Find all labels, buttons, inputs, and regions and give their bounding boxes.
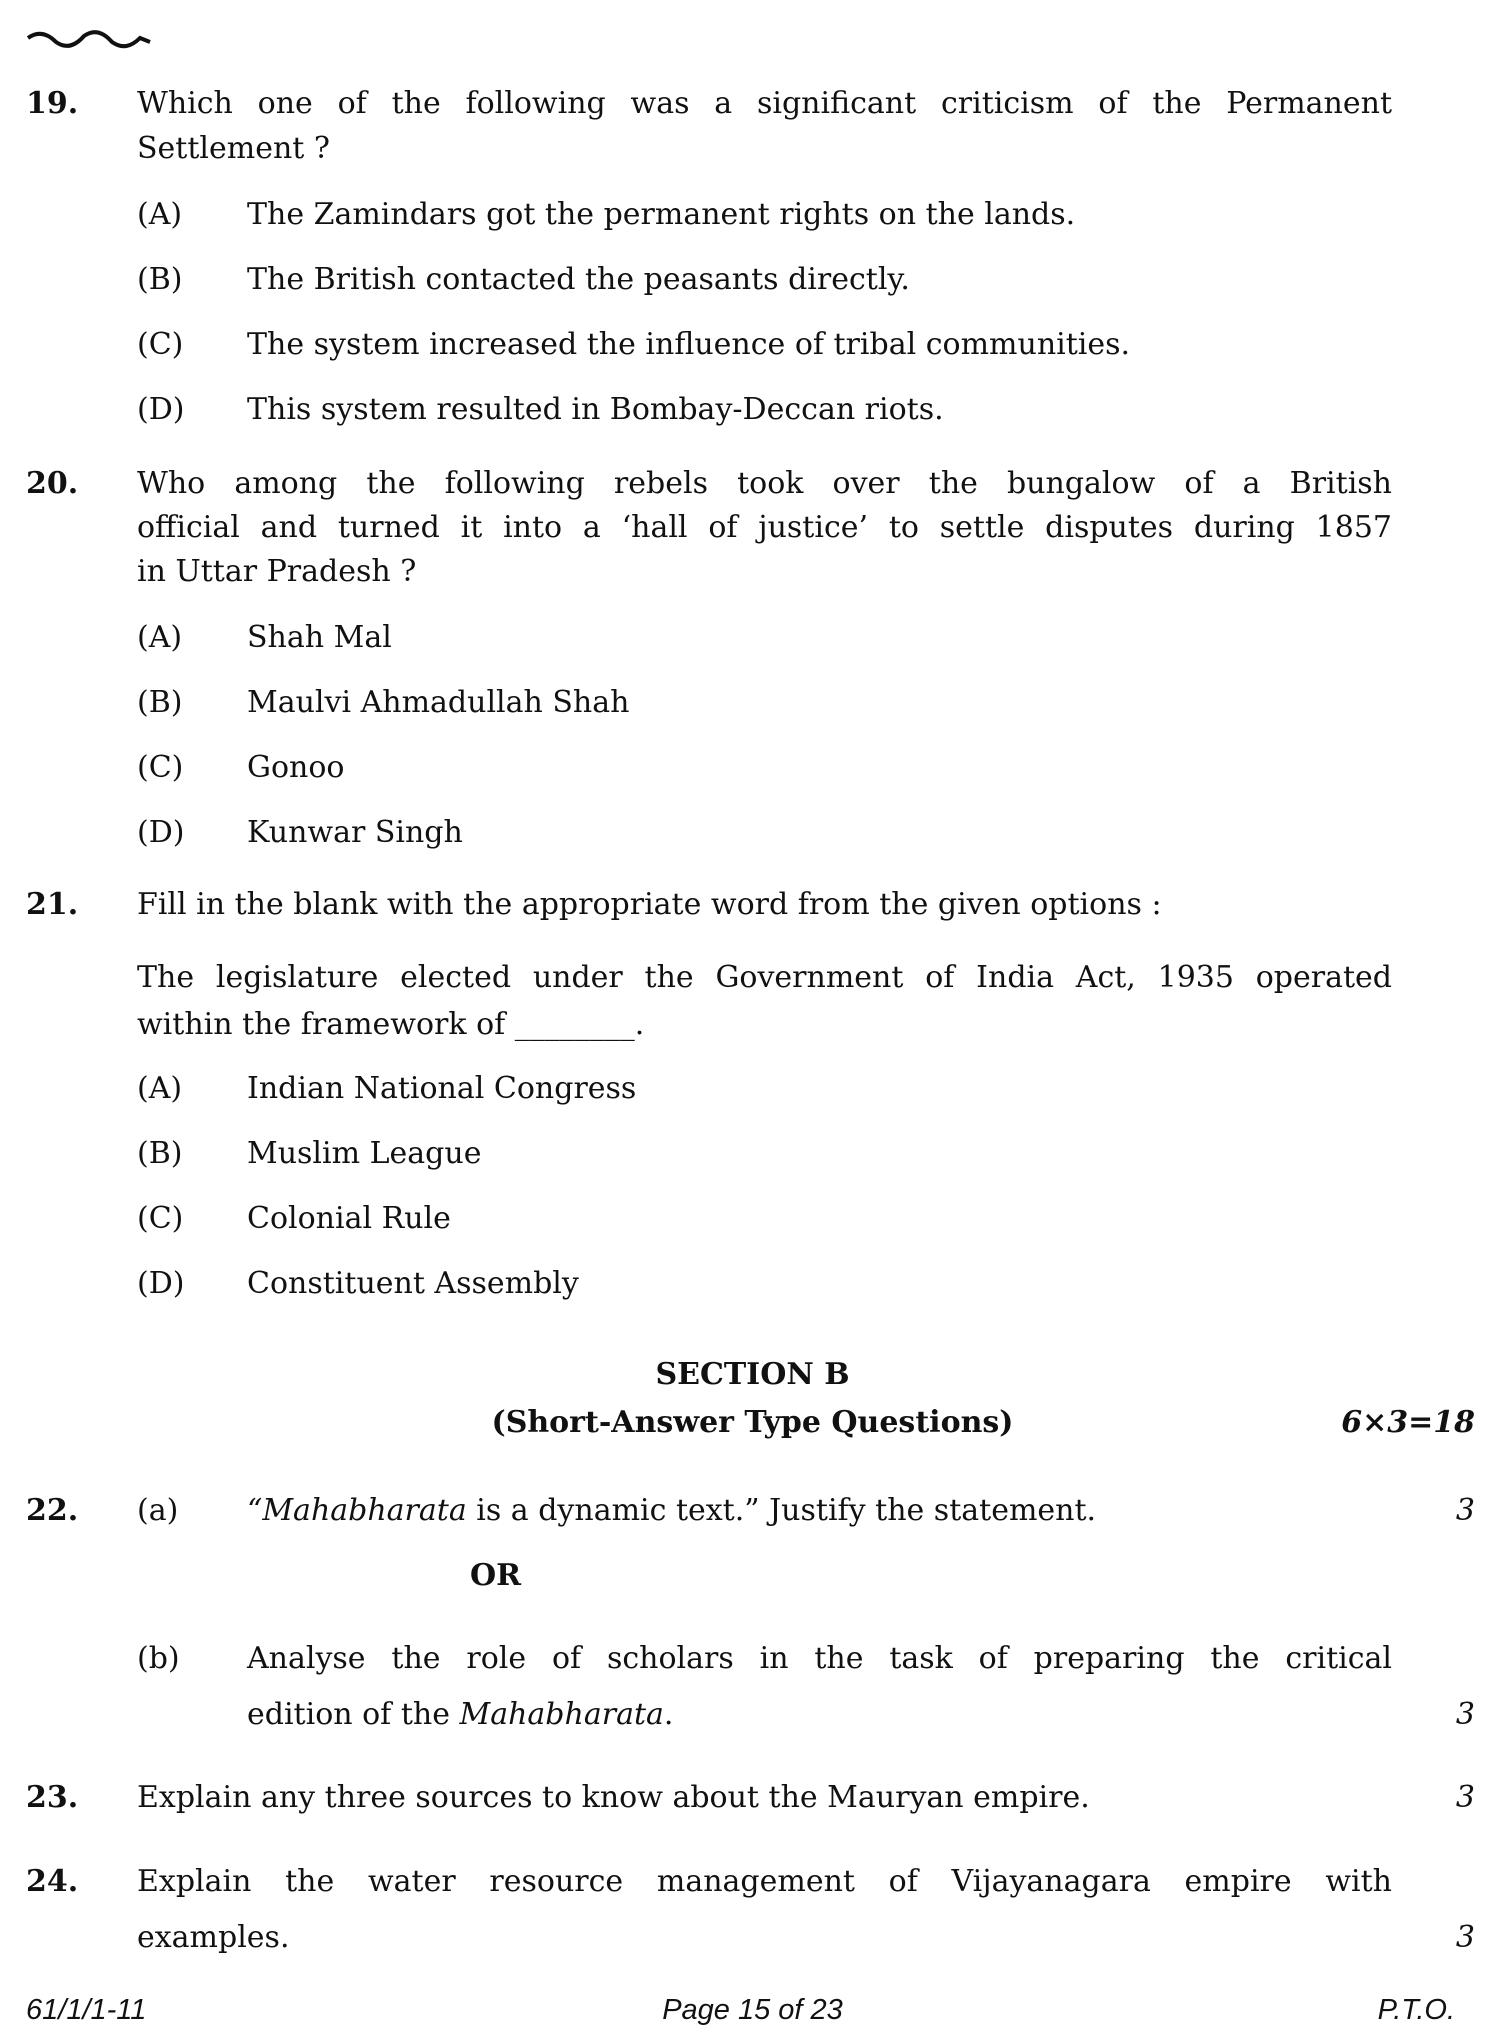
option-text: Muslim League <box>247 1136 482 1171</box>
option-label: (A) <box>137 197 183 232</box>
option-label: (A) <box>137 620 183 655</box>
question-text: Which one of the following was a significant criticism of the Permanent <box>137 86 1392 121</box>
option-text: Kunwar Singh <box>247 815 463 850</box>
pto-label: P.T.O. <box>1377 1994 1455 2026</box>
option-text: Gonoo <box>247 750 345 785</box>
or-separator: OR <box>470 1558 522 1593</box>
question-text: examples. <box>137 1920 290 1955</box>
option-text: The Zamindars got the permanent rights on the lands. <box>247 197 1076 232</box>
question-text: Fill in the blank with the appropriate word from the given options : <box>137 887 1162 922</box>
question-text: edition of the Mahabharata. <box>247 1697 674 1732</box>
option-label: (C) <box>137 750 184 785</box>
option-label: (A) <box>137 1071 183 1106</box>
part-label: (a) <box>137 1493 179 1528</box>
part-label: (b) <box>137 1641 180 1676</box>
wave-mark-icon <box>26 28 156 52</box>
question-number: 21. <box>26 887 79 922</box>
question-number: 19. <box>26 86 79 121</box>
option-text: This system resulted in Bombay-Deccan riots. <box>247 392 944 427</box>
question-number: 23. <box>26 1780 79 1815</box>
question-text: Who among the following rebels took over the bungalow of a British <box>137 466 1392 501</box>
option-label: (B) <box>137 262 183 297</box>
option-text: Shah Mal <box>247 620 392 655</box>
option-text: Constituent Assembly <box>247 1266 579 1301</box>
option-label: (B) <box>137 1136 183 1171</box>
question-text: “Mahabharata is a dynamic text.” Justify the statement. <box>247 1493 1097 1528</box>
question-text: in Uttar Pradesh ? <box>137 554 417 589</box>
marks: 3 <box>1455 1780 1475 1815</box>
question-number: 24. <box>26 1864 79 1899</box>
question-stem: The legislature elected under the Government of India Act, 1935 operated <box>137 960 1392 995</box>
option-text: Maulvi Ahmadullah Shah <box>247 685 630 720</box>
option-label: (D) <box>137 1266 185 1301</box>
section-title: SECTION B <box>655 1357 850 1392</box>
option-text: Colonial Rule <box>247 1201 451 1236</box>
option-text: The British contacted the peasants directly. <box>247 262 910 297</box>
option-label: (D) <box>137 392 185 427</box>
question-text: Explain any three sources to know about the Mauryan empire. <box>137 1780 1090 1815</box>
question-text: official and turned it into a ‘hall of justice’ to settle disputes during 1857 <box>137 510 1392 545</box>
section-marks: 6×3=18 <box>1341 1405 1475 1440</box>
option-label: (C) <box>137 327 184 362</box>
marks: 3 <box>1455 1697 1475 1732</box>
question-text: Explain the water resource management of Vijayanagara empire with <box>137 1864 1392 1899</box>
section-subtitle: (Short-Answer Type Questions) <box>491 1405 1014 1440</box>
question-text: Analyse the role of scholars in the task of preparing the critical <box>247 1641 1392 1676</box>
question-number: 20. <box>26 466 79 501</box>
paper-code: 61/1/1-11 <box>26 1994 147 2026</box>
option-label: (C) <box>137 1201 184 1236</box>
option-text: Indian National Congress <box>247 1071 637 1106</box>
option-label: (B) <box>137 685 183 720</box>
option-label: (D) <box>137 815 185 850</box>
option-text: The system increased the influence of tribal communities. <box>247 327 1131 362</box>
question-number: 22. <box>26 1493 79 1528</box>
marks: 3 <box>1455 1493 1475 1528</box>
question-stem: within the framework of ________. <box>137 1007 645 1042</box>
marks: 3 <box>1455 1920 1475 1955</box>
question-text: Settlement ? <box>137 131 330 166</box>
page-number: Page 15 of 23 <box>662 1994 843 2026</box>
